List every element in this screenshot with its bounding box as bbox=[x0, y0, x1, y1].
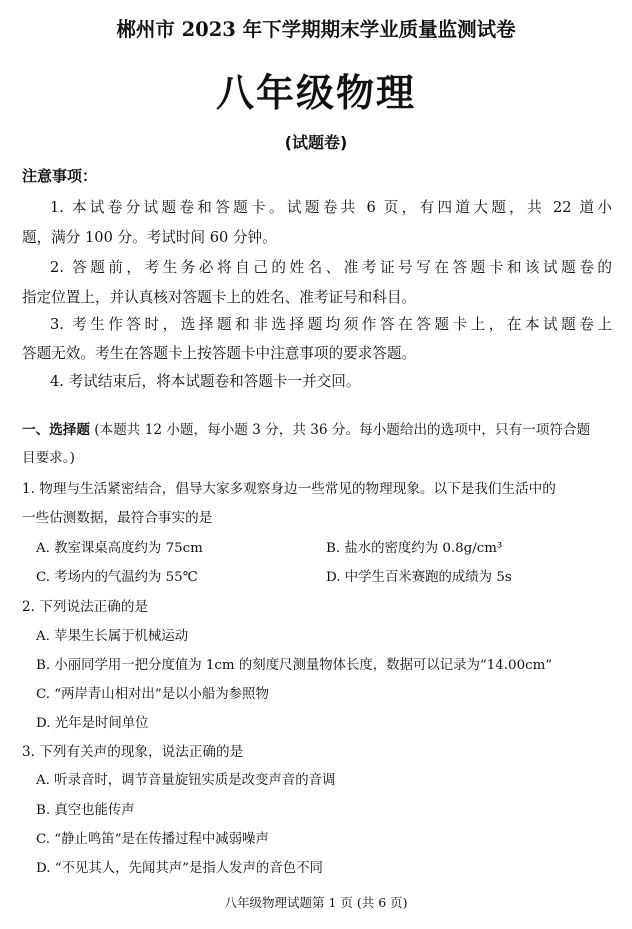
question-1-option-b: B. 盐水的密度约为 0.8g/cm³ bbox=[326, 541, 503, 556]
question-1-option-d: D. 中学生百米赛跑的成绩为 5s bbox=[326, 570, 512, 585]
question-2-option-a: A. 苹果生长属于机械运动 bbox=[36, 629, 189, 644]
question-2-option-b: B. 小丽同学用一把分度值为 1cm 的刻度尺测量物体长度，数据可以记录为“14.00cm” bbox=[36, 658, 553, 673]
question-3-option-b: B. 真空也能传声 bbox=[36, 803, 135, 818]
question-3-option-a: A. 听录音时，调节音量旋钮实质是改变声音的音调 bbox=[36, 773, 336, 788]
subject-title: 八年级物理 bbox=[215, 71, 416, 115]
section-1-description: (本题共 12 小题，每小题 3 分，共 36 分。每小题给出的选项中，只有一项符合题 bbox=[94, 422, 591, 438]
section-1-label: 一、选择题 bbox=[22, 422, 90, 438]
question-2-option-d: D. 光年是时间单位 bbox=[36, 716, 149, 731]
question-3-option-d: D. “不见其人，先闻其声”是指人发声的音色不同 bbox=[36, 861, 323, 876]
notice-item-3-line-2: 答题无效。考生在答题卡上按答题卡中注意事项的要求答题。 bbox=[22, 345, 417, 362]
notice-item-4: 4. 考试结束后，将本试题卷和答题卡一并交回。 bbox=[50, 373, 361, 390]
question-1-stem-line-1: 1. 物理与生活紧密结合，倡导大家多观察身边一些常见的物理现象。以下是我们生活中的 bbox=[22, 481, 556, 497]
question-2-option-c: C. “两岸青山相对出”是以小船为参照物 bbox=[36, 687, 269, 702]
page-footer: 八年级物理试题第 1 页 (共 6 页) bbox=[224, 895, 408, 910]
question-3-option-c: C. “静止鸣笛”是在传播过程中减弱噪声 bbox=[36, 832, 269, 847]
notice-item-1-line-2: 题，满分 100 分。考试时间 60 分钟。 bbox=[22, 229, 277, 246]
notice-heading: 注意事项： bbox=[22, 167, 98, 185]
section-1-description-line-2: 目要求。) bbox=[22, 450, 75, 466]
exam-title: 郴州市 2023 年下学期期末学业质量监测试卷 bbox=[116, 18, 516, 41]
section-1-header bbox=[22, 418, 612, 438]
notice-item-2-line-1: 2. 答题前，考生务必将自己的姓名、准考证号写在答题卡和该试题卷的 bbox=[50, 259, 612, 276]
question-3-stem: 3. 下列有关声的现象，说法正确的是 bbox=[22, 744, 244, 760]
question-1-option-c: C. 考场内的气温约为 55℃ bbox=[36, 570, 198, 585]
question-1-stem-line-2: 一些估测数据，最符合事实的是 bbox=[22, 510, 213, 526]
notice-item-2-line-2: 指定位置上，并认真核对答题卡上的姓名、准考证号和科目。 bbox=[22, 289, 417, 306]
paper-type: (试题卷) bbox=[284, 133, 348, 152]
question-2-stem: 2. 下列说法正确的是 bbox=[22, 599, 149, 615]
notice-item-3-line-1: 3. 考生作答时，选择题和非选择题均须作答在答题卡上，在本试题卷上 bbox=[50, 316, 612, 333]
notice-item-1-line-1: 1. 本试卷分试题卷和答题卡。试题卷共 6 页，有四道大题，共 22 道小 bbox=[50, 199, 612, 216]
question-1-option-a: A. 教室课桌高度约为 75cm bbox=[36, 541, 203, 556]
